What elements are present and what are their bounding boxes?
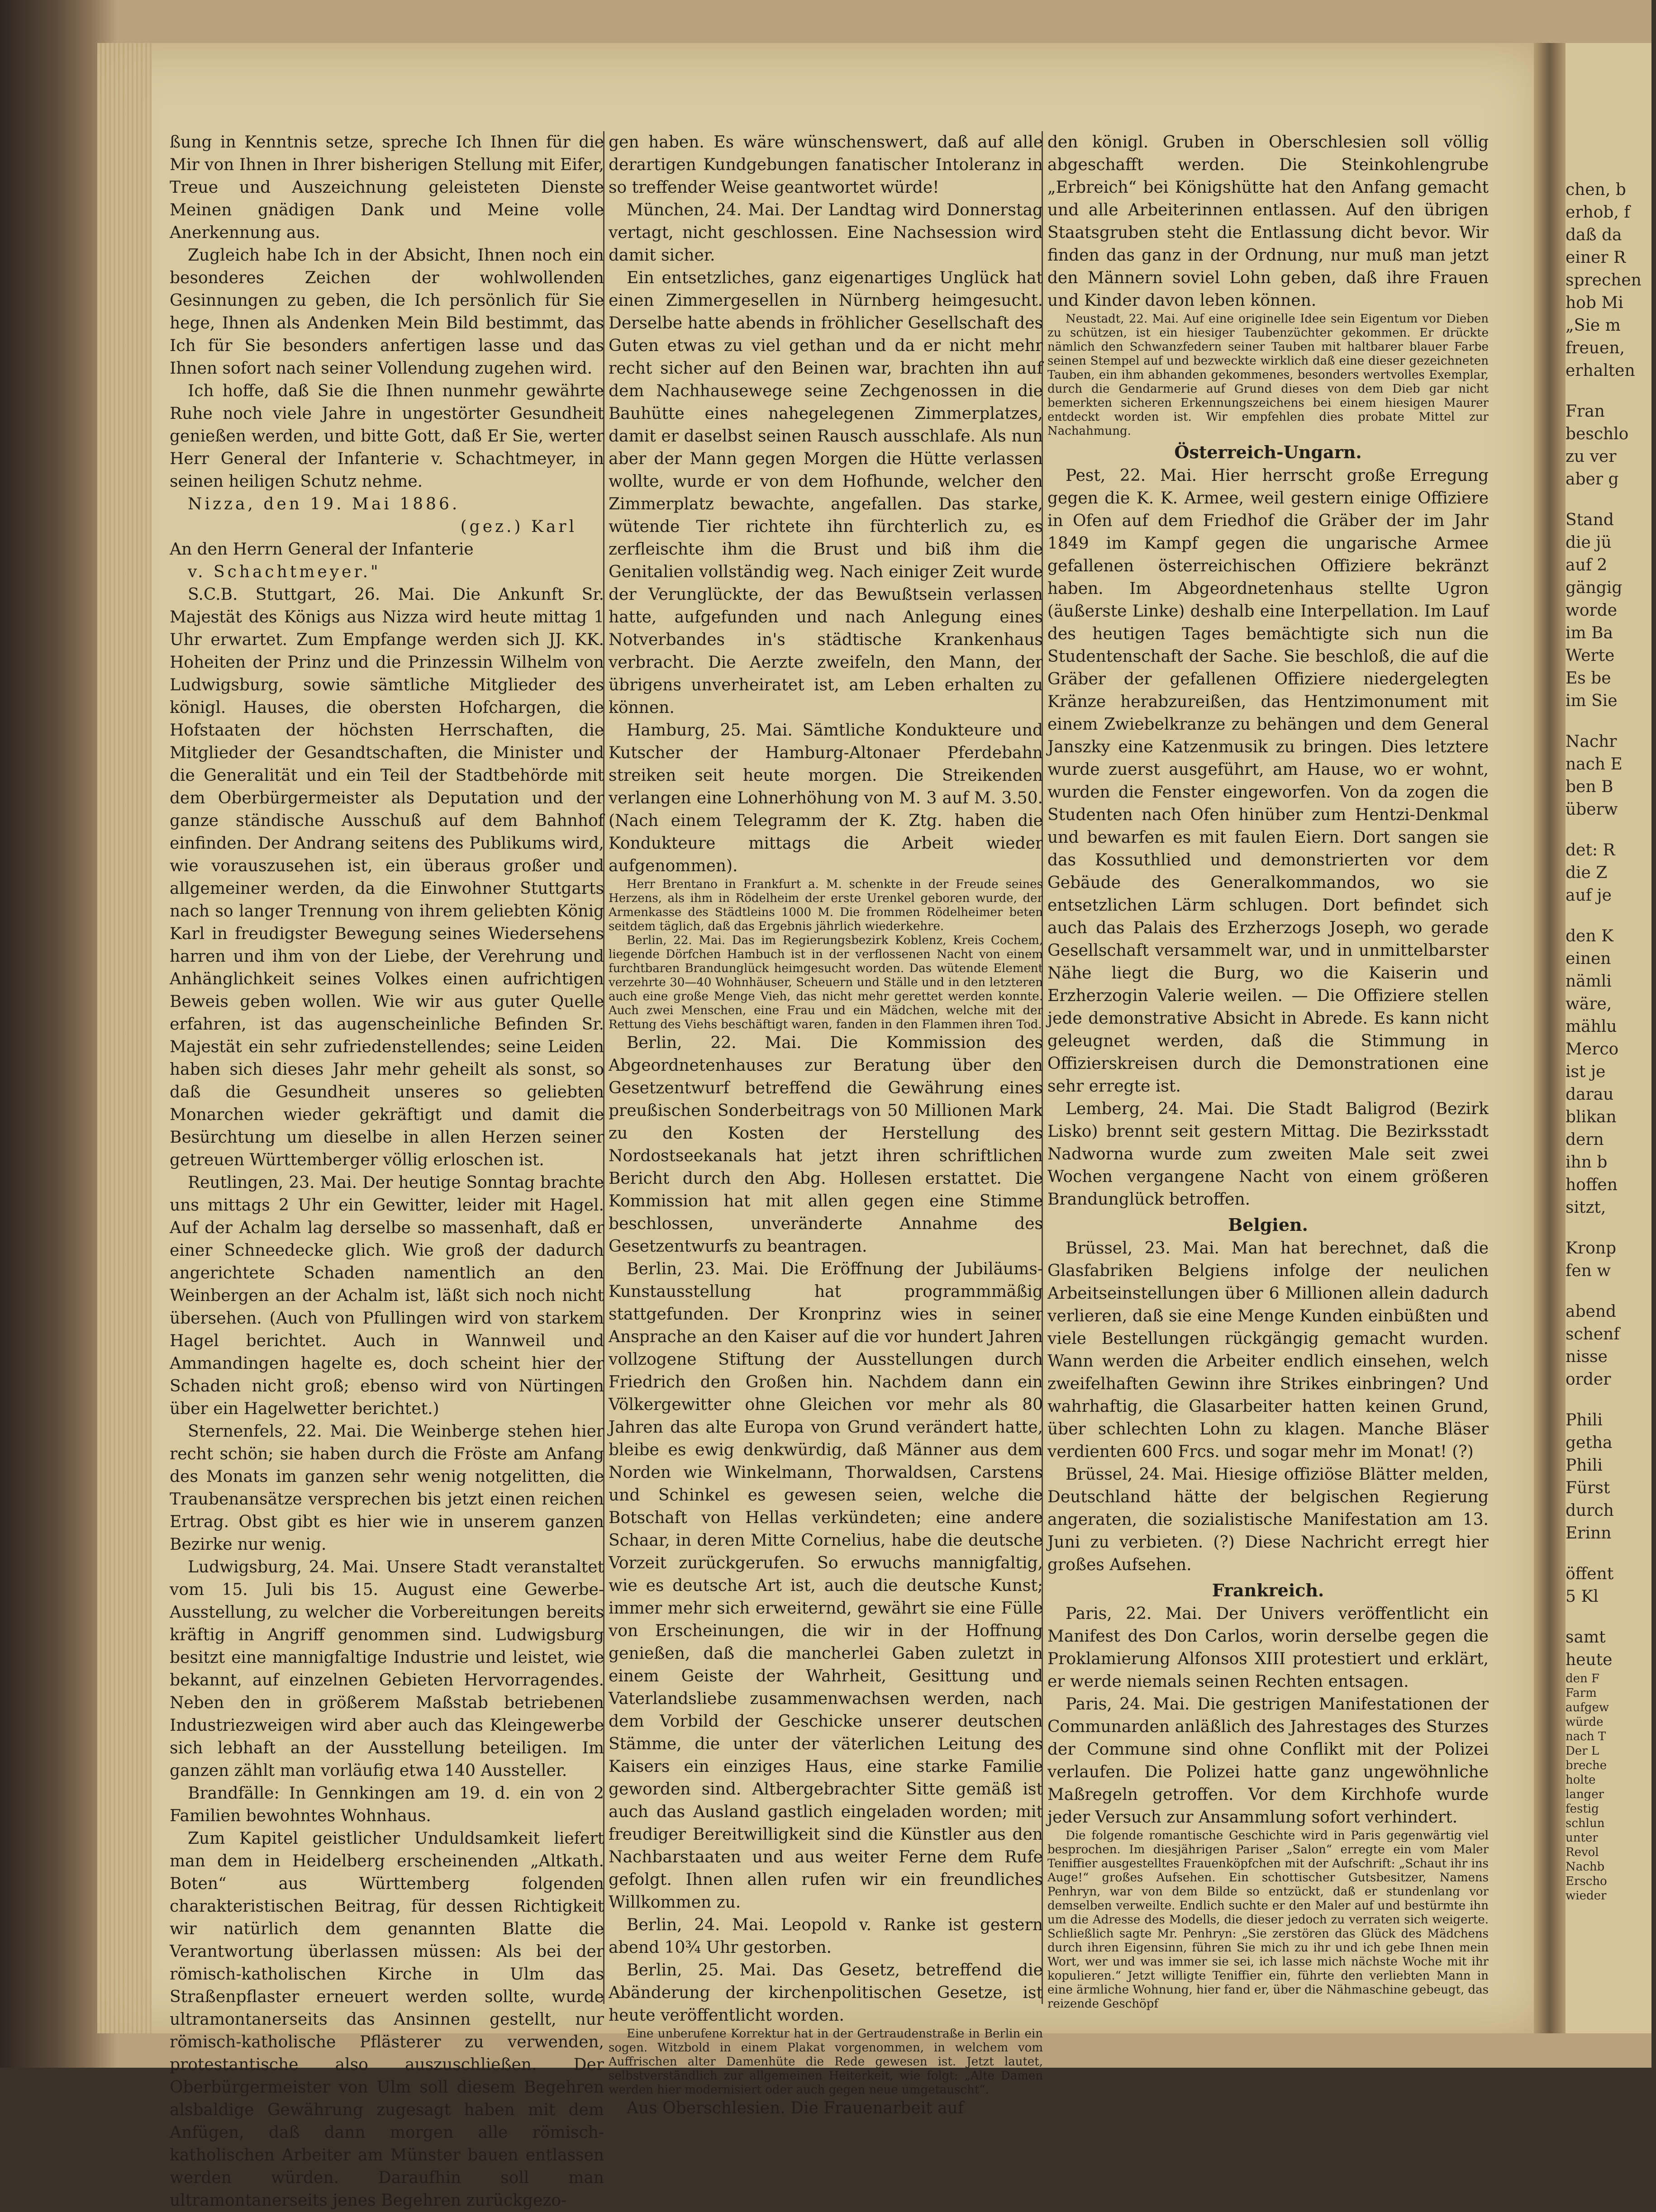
next-page-line: Fürst [1566, 1479, 1610, 1497]
next-page-line: einer R [1566, 248, 1626, 267]
next-page-line [1566, 1391, 1656, 1409]
next-page-line [1566, 821, 1656, 839]
article-ludwigsburg: Ludwigsburg, 24. Mai. Unsere Stadt veranstaltet vom 15. Juli bis 15. August eine Gewerbe-Ausstellung, zu welcher die Vorbereitungen bereits kräftig in Angriff genommen sind. Ludwigsburg besitzt eine mannigfaltige Industrie und leistet, wie bekannt, auf einzelnen Gebieten Hervorragendes. Neben den in größerem Maßstab betriebenen Industriezweigen wird aber auch das Kleingewerbe sich lebhaft an der Ausstellung beteiligen. Im ganzen zählt man vorläufig etwa 140 Aussteller. [170, 1558, 604, 1780]
next-page-line: aufgew [1566, 1701, 1609, 1714]
next-page-line: öffent [1566, 1565, 1614, 1583]
next-page-line: fen w [1566, 1262, 1611, 1280]
next-page-line: abend [1566, 1302, 1617, 1321]
next-page-line [1566, 1219, 1656, 1237]
next-page-line: Der L [1566, 1744, 1599, 1758]
article-paris-2: Paris, 24. Mai. Die gestrigen Manifestationen der Communarden anläßlich des Jahrestages des Sturzes der Commune sind ohne Conflikt mit der Polizei verlaufen. Die Polizei hatte ganz ungewöhnliche Maßregeln getroffen. Vor dem Kirchhofe wurde jeder Versuch zur Ansammlung sofort verhindert. [1047, 1695, 1489, 1827]
next-page-line: Farm [1566, 1686, 1597, 1700]
next-page-line: gängig [1566, 579, 1623, 597]
next-page-line: Nachb [1566, 1860, 1605, 1874]
next-page-line: ihn b [1566, 1153, 1608, 1172]
next-page-line: Phili [1566, 1411, 1603, 1429]
next-page-line: Revol [1566, 1846, 1599, 1859]
next-page-line: order [1566, 1370, 1611, 1389]
book-fold [1534, 43, 1566, 2033]
next-page-line: auf 2 [1566, 556, 1608, 574]
article-stuttgart: S.C.B. Stuttgart, 26. Mai. Die Ankunft Sr. Majestät des Königs aus Nizza wird heute mittag 1 Uhr erwartet. Zum Empfange werden sich JJ. KK. Hoheiten der Prinz und die Prinzessin Wilhelm von Ludwigsburg, sowie sämtliche Mitglieder des königl. Hauses, die obersten Hofchargen, die Hofstaaten der höchsten Herrschaften, die Mitglieder der Gesandtschaften, die Minister und die Generalität und ein Teil der Stadtbehörde mit dem Oberbürgermeister als Deputation und der ganze ständische Ausschuß auf dem Bahnhof einfinden. Der Andrang seitens des Publikums wird, wie vorauszusehen ist, ein überaus großer und allgemeiner werden, da die Einwohner Stuttgarts nach so langer Trennung von ihrem geliebten König Karl in freudigster Bewegung seines Wiedersehens harren und ihm von der Liebe, der Verehrung und Anhänglichkeit seines Volkes einen aufrichtigen Beweis geben wollen. Wie wir aus guter Quelle erfahren, ist das augenscheinliche Befinden Sr. Majestät ein sehr zufriedenstellendes; seine Leiden haben sich dieses Jahr mehr geheilt als sonst, so daß die Gesundheit unseres so geliebten Monarchen wieder gekräftigt und damit die Besürchtung um dieselbe in allen Herzen seiner getreuen Württemberger völlig erloschen ist. [170, 585, 604, 1169]
next-page-line: hob Mi [1566, 294, 1623, 312]
next-page-line: würde [1566, 1715, 1604, 1729]
article-brandfaelle: Brandfälle: In Gennkingen am 19. d. ein von 2 Familien bewohntes Wohnhaus. [170, 1784, 604, 1825]
next-page-line: freuen, [1566, 339, 1625, 357]
next-page-line: det: R [1566, 841, 1615, 859]
article-unglueck: Ein entsetzliches, ganz eigenartiges Unglück hat einen Zimmergesellen in Nürnberg heimgesucht. Derselbe hatte abends in fröhlicher Gesellschaft des Guten etwas zu viel gethan und da er nicht mehr recht sicher auf den Beinen war, brachten ihn auf dem Nachhausewege seine Zechgenossen in die Bauhütte eines nahegelegenen Zimmerplatzes, damit er daselbst seinen Rausch ausschlafe. Als nun aber der Mann gegen Morgen die Hütte verlassen wollte, wurde er von dem Hofhunde, welcher den Zimmerplatz bewachte, angefallen. Das starke, wütende Tier richtete ihn fürchterlich zu, es zerfleischte ihm die Brust und biß ihm die Genitalien vollständig weg. Nach einiger Zeit wurde der Verunglückte, der das Bewußtsein verlassen hatte, aufgefunden und nach Anlegung eines Notverbandes in's städtische Krankenhaus verbracht. Die Aerzte zweifeln, den Mann, der übrigens unverheiratet ist, am Leben erhalten zu können. [609, 269, 1043, 717]
article-pest: Pest, 22. Mai. Hier herrscht große Erregung gegen die K. K. Armee, weil gestern einige Offiziere in Ofen auf dem Friedhof die Gräber der im Jahr 1849 im Kampf gegen die ungarische Armee gefallenen österreichischen Offiziere bekränzt haben. Im Abgeordnetenhaus stellte Ugron (äußerste Linke) deshalb eine Interpellation. Im Lauf des heutigen Tages bemächtigte sich nun die Studentenschaft der Sache. Sie beschloß, die auf die Gräber der gefallenen Offiziere niedergelegten Kränze herabzureißen, das Hentzimonument mit einem Zwiebelkranze zu behängen und dem General Janszky eine Katzenmusik zu bringen. Dies letztere wurde zuerst ausgeführt, am Hause, wo er wohnt, wurden die Fenster eingeworfen. Von da zogen die Studenten nach Ofen hinüber zum Hentzi-Denkmal und bewarfen es mit faulen Eiern. Dort sangen sie das Kossuthlied und demonstrierten vor dem Gebäude des Generalkommandos, wo sie entsetzlichen Lärm schlugen. Dort befindet sich auch das Palais des Erzherzogs Joseph, wo gerade Gesellschaft versammelt war, und in unmittelbarster Nähe liegt die Burg, wo die Kaiserin und Erzherzogin Valerie weilen. — Die Offiziere stellen jede demonstrative Absicht in Abrede. Es kann nicht geleugnet werden, daß die Stimmung in Offizierskreisen durch die Demonstrationen eine sehr erregte ist. [1047, 466, 1489, 1096]
next-page-line: die jü [1566, 533, 1612, 552]
next-page-line: den F [1566, 1672, 1600, 1685]
next-page-line [1566, 491, 1656, 509]
next-page-line: daß da [1566, 226, 1622, 244]
article-bruessel-2: Brüssel, 24. Mai. Hiesige offiziöse Blätter melden, Deutschland hätte der belgischen Regierung angeraten, die sozialistische Manifestation am 13. Juni zu verbieten. (?) Diese Nachricht erregt hier großes Aufsehen. [1047, 1465, 1489, 1574]
next-page-line: im Sie [1566, 692, 1618, 710]
article-berlin-kommission: Berlin, 22. Mai. Die Kommission des Abgeordnetenhauses zur Beratung über den Gesetzentwurf betreffend die Gewährung eines preußischen Sonderbeitrags von 50 Millionen Mark zu den Kosten der Herstellung des Nordostseekanals hat jetzt ihren schriftlichen Bericht durch den Abg. Hollesen erstattet. Die Kommission hat mit allen gegen eine Stimme beschlossen, unveränderte Annahme des Gesetzentwurfs zu beantragen. [609, 1034, 1043, 1256]
next-page-line: nach E [1566, 755, 1623, 774]
article-berlin-gesetz: Berlin, 25. Mai. Das Gesetz, betreffend die Abänderung der kirchenpolitischen Gesetze, ist heute veröffentlicht worden. [609, 1961, 1043, 2025]
next-page-line [1566, 1608, 1656, 1626]
section-heading: Frankreich. [1212, 1580, 1324, 1600]
next-page-line: Kronp [1566, 1239, 1617, 1258]
next-page-line: heute [1566, 1651, 1613, 1669]
article-sternenfels: Sternenfels, 22. Mai. Die Weinberge stehen hier recht schön; sie haben durch die Fröste am Anfang des Monats im ganzen sehr wenig notgelitten, die Traubenansätze versprechen bis jetzt einen reichen Ertrag. Obst gibt es hier wie in unserem ganzen Bezirke nur wenig. [170, 1422, 604, 1554]
next-page-line: worde [1566, 601, 1618, 620]
next-page-line [1566, 1545, 1656, 1563]
next-page-line [1566, 1282, 1656, 1301]
next-page-line: nach T [1566, 1730, 1606, 1743]
article-text: Zugleich habe Ich in der Absicht, Ihnen noch ein besonderes Zeichen der wohlwollenden Gesinnungen zu geben, die Ich persönlich für Sie hege, Ihnen als Andenken Mein Bild bestimmt, das Ich für Sie besonders anfertigen lasse und das Ihnen sofort nach seiner Vollendung zugehen wird. [170, 246, 604, 378]
article-berlin-brand: Berlin, 22. Mai. Das im Regierungsbezirk Koblenz, Kreis Cochem, liegende Dörfchen Hambuch ist in der verflossenen Nacht von einem furchtbaren Brandunglück heimgesucht worden. Das wütende Element verzehrte 30—40 Wohnhäuser, Scheuern und Ställe und in den letzteren auch eine große Menge Vieh, das nicht mehr gerettet werden konnte. Auch zwei Menschen, eine Frau und ein Mädchen, welche mit der Rettung des Viehs beschäftigt waren, fanden in den Flammen ihren Tod. [609, 934, 1043, 1031]
next-page-line [1566, 382, 1656, 400]
next-page-line: schenf [1566, 1325, 1620, 1343]
article-paris-1: Paris, 22. Mai. Der Univers veröffentlicht ein Manifest des Don Carlos, worin derselbe gegen die Proklamierung Alfonsos XIII protestiert und erklärt, er werde niemals seinen Rechten entsagen. [1047, 1604, 1489, 1691]
next-page-line: schlun [1566, 1817, 1605, 1830]
article-oberschlesien: Aus Oberschlesien. Die Frauenarbeit auf [627, 2099, 964, 2117]
next-page-line: auf je [1566, 886, 1612, 905]
next-page-fragment [1566, 43, 1651, 2033]
next-page-line: holte [1566, 1773, 1596, 1787]
next-page-line: Es be [1566, 669, 1611, 688]
next-page-line: darau [1566, 1085, 1614, 1104]
next-page-line: wäre, [1566, 995, 1612, 1013]
article-kapitel: Zum Kapitel geistlicher Unduldsamkeit liefert man dem in Heidelberg erscheinenden „Altkath. Boten“ aus Württemberg folgenden charakteristischen Beitrag, für dessen Richtigkeit wir natürlich dem genannten Blatte die Verantwortung überlassen müssen: Als bei der römisch-katholischen Kirche in Ulm das Straßenpflaster erneuert werden sollte, wurde ultramontanerseits das Ansinnen gestellt, nur römisch-katholische Pflästerer zu verwenden, protestantische also auszuschließen. Der Oberbürgermeister von Ulm soll diesem Begehren alsbaldige Gewährung zugesagt haben mit dem Anfügen, daß dann morgen alle römisch-katholischen Arbeiter am Münster bauen entlassen werden würden. Daraufhin soll man ultramontanerseits jenes Begehren zurückgezo- [170, 1829, 604, 2210]
next-page-line: sitzt, [1566, 1198, 1606, 1217]
next-page-line: Merco [1566, 1040, 1619, 1059]
article-text: gen haben. Es wäre wünschenswert, daß auf alle derartigen Kundgebungen fanatischer Intoleranz in so treffender Weise geantwortet würde! [609, 133, 1043, 197]
next-page-line: aber g [1566, 470, 1619, 489]
address-line: An den Herrn General der Infanterie [170, 540, 474, 559]
next-page-line: blikan [1566, 1108, 1617, 1126]
article-berlin-kunstausstellung: Berlin, 23. Mai. Die Eröffnung der Jubiläums-Kunstausstellung hat programmmäßig stattgefunden. Der Kronprinz wies in seiner Ansprache an den Kaiser auf die vor hundert Jahren vollzogene Stiftung der Ausstellungen durch Friedrich den Großen hin. Nachdem dann ein Völkergewitter ohne Gleichen vor mehr als 80 Jahren das alte Europa von Grund verändert hatte, bleibe es ewig denkwürdig, daß Männer aus dem Norden wie Winkelmann, Thorwaldsen, Carstens und Schinkel es gewesen seien, welche die Botschaft von Hellas verkündeten; eine andere Schaar, in deren Mitte Cornelius, habe die deutsche Vorzeit zurückgerufen. So erwuchs mannigfaltig, wie es deutsche Art ist, auch die deutsche Kunst; immer mehr sich erweiternd, gewährt sie eine Fülle von Erscheinungen, die wir in der Hoffnung genießen, daß die mancherlei Gaben zuletzt in einem Geiste der Wahrheit, Gesittung und Vaterlandsliebe zusammenwachsen werden, nach dem Vorbild der Geschicke unserer deutschen Stämme, die unter der väterlichen Leitung des Kaisers ein einziges Haus, eine starke Familie geworden sind. Altbergebrachter Sitte gemäß ist auch das Ausland gastlich eingeladen worden; mit freudiger Bereitwilligkeit sind die Künstler aus den Nachbarstaaten und aus weiter Ferne dem Rufe gefolgt. Ihnen allen rufen wir ein freundliches Willkommen zu. [609, 1260, 1043, 1912]
article-korrektur: Eine unberufene Korrektur hat in der Gertraudenstraße in Berlin ein sogen. Witzbold in einem Plakat vorgenommen, in welchem vom Auffrischen alter Damenhüte die Rede gewesen ist. Jetzt lautet, selbstverständlich zur allgemeinen Heiterkeit, wie folgt: „Alte Damen werden hier modernisiert oder auch gegen neue umgetauscht“. [609, 2027, 1043, 2097]
section-heading: Österreich-Ungarn. [1174, 442, 1362, 462]
next-page-line: 5 Kl [1566, 1587, 1599, 1606]
address-line: v. Schachtmeyer." [188, 563, 381, 581]
section-heading: Belgien. [1228, 1215, 1308, 1235]
next-page-line: unter [1566, 1831, 1598, 1845]
next-page-line: beschlo [1566, 425, 1629, 443]
next-page-line: Stand [1566, 511, 1614, 529]
article-neustadt: Neustadt, 22. Mai. Auf eine originelle Idee sein Eigentum vor Dieben zu schützen, ist ein hiesiger Taubenzüchter gekommen. Er drückte nämlich den Schwanzfedern seiner Tauben mit haltbarer blauer Farbe seinen Stempel auf und bezweckte wirklich daß eine dieser gezeichneten Tauben, ein ihm abhanden gekommenes, besonders wertvolles Exemplar, durch die Gendarmerie auf Grund dieses von dem Dieb gar nicht bemerkten sicheren Erkennungszeichens bei einem hiesigen Maurer entdeckt worden ist. Wir empfehlen dies probate Mittel zur Nachahmung. [1047, 312, 1489, 438]
next-page-line: zu ver [1566, 447, 1617, 466]
next-page-line: ist je [1566, 1063, 1606, 1081]
next-page-line: überw [1566, 800, 1618, 819]
dateline: Nizza, den 19. Mai 1886. [188, 495, 460, 513]
next-page-line: dern [1566, 1130, 1604, 1149]
next-page-line: festig [1566, 1802, 1599, 1816]
next-page-line: „Sie m [1566, 316, 1621, 335]
column-2 [609, 131, 1043, 2117]
next-page-line: samt [1566, 1628, 1606, 1647]
next-page-line: Phili [1566, 1456, 1603, 1475]
next-page-line: chen, b [1566, 180, 1626, 199]
next-page-line [1566, 712, 1656, 731]
article-bruessel-1: Brüssel, 23. Mai. Man hat berechnet, daß die Glasfabriken Belgiens infolge der neulichen Arbeitseinstellungen über 6 Millionen allein dadurch verlieren, daß sie eine Menge Kunden einbüßten und viele Bestellungen rückgängig gemacht wurden. Wann werden die Arbeiter endlich einsehen, welch zweifelhaften Gewinn ihre Strikes einbringen? Und wahrhaftig, die Glasarbeiter hatten keinen Grund, über schlechten Lohn zu klagen. Manche Bläser verdienten 600 Frcs. und sogar mehr im Monat! (?) [1047, 1239, 1489, 1461]
article-text: den königl. Gruben in Oberschlesien soll völlig abgeschafft werden. Die Steinkohlengrube „Erbreich“ bei Königshütte hat den Anfang gemacht und alle Arbeiterinnen entlassen. Auf den übrigen Staatsgruben steht die Entlassung dicht bevor. Wir finden das ganz in der Ordnung, nur muß man jetzt den Männern soviel Lohn geben, daß ihre Frauen und Kinder davon leben können. [1047, 133, 1489, 310]
next-page-line: langer [1566, 1788, 1604, 1801]
next-page-line [1566, 907, 1656, 925]
next-page-line: wieder [1566, 1889, 1607, 1903]
next-page-line: erhalten [1566, 361, 1635, 380]
article-berlin-ranke: Berlin, 24. Mai. Leopold v. Ranke ist gestern abend 10¾ Uhr gestorben. [609, 1916, 1043, 1957]
next-page-line: nämli [1566, 972, 1612, 991]
next-page-line: sprechen [1566, 271, 1642, 290]
article-reutlingen: Reutlingen, 23. Mai. Der heutige Sonntag brachte uns mittags 2 Uhr ein Gewitter, leider mit Hagel. Auf der Achalm lag derselbe so massenhaft, daß er einer Schneedecke glich. Wie groß der dadurch angerichtete Schaden namentlich an den Weinbergen an der Achalm ist, läßt sich noch nicht übersehen. (Auch von Pfullingen wird von starkem Hagel berichtet. Auch in Wannweil und Ammandingen hagelte es, doch scheint hier der Schaden nicht groß; ebenso wird von Nürtingen über ein Hagelwetter berichtet.) [170, 1173, 604, 1418]
article-lemberg: Lemberg, 24. Mai. Die Stadt Baligrod (Bezirk Lisko) brennt seit gestern Mittag. Die Bezirksstadt Nadworna wurde zum zweiten Male seit zwei Wochen vergangene Nacht von einem größeren Brandunglück betroffen. [1047, 1100, 1489, 1209]
next-page-line: durch [1566, 1501, 1614, 1520]
article-muenchen: München, 24. Mai. Der Landtag wird Donnerstag vertagt, nicht geschlossen. Eine Nachsession wird damit sicher. [609, 201, 1043, 265]
next-page-line: den K [1566, 927, 1613, 945]
next-page-line: ben B [1566, 778, 1613, 796]
next-page-line: mählu [1566, 1017, 1617, 1036]
next-page-line: im Ba [1566, 624, 1613, 642]
next-page-line: breche [1566, 1759, 1607, 1772]
next-page-line: Fran [1566, 402, 1605, 421]
next-page-line: einen [1566, 949, 1611, 968]
column-3 [1047, 131, 1489, 2011]
next-page-line: Erinn [1566, 1524, 1612, 1543]
next-page-line: getha [1566, 1434, 1613, 1452]
next-page-line: die Z [1566, 864, 1608, 882]
next-page-line: Werte [1566, 646, 1615, 665]
column-1 [170, 131, 604, 2210]
next-page-line: hoffen [1566, 1176, 1618, 1194]
article-text: Ich hoffe, daß Sie die Ihnen nunmehr gewährte Ruhe noch viele Jahre in ungestörter Gesundheit genießen werden, und bitte Gott, daß Er Sie, werter Herr General der Infanterie v. Schachtmeyer, in seinen heiligen Schutz nehme. [170, 382, 604, 491]
next-page-line: nisse [1566, 1348, 1608, 1366]
next-page-line: Nachr [1566, 732, 1617, 751]
signature: (gez.) Karl [460, 517, 577, 536]
article-romantische-geschichte: Die folgende romantische Geschichte wird in Paris gegenwärtig viel besprochen. Im diesjährigen Pariser „Salon“ erregte ein vom Maler Teniffier ausgestelltes Frauenköpfchen mit der Aufschrift: „Schaut ihr ins Auge!“ großes Aufsehen. Ein schottischer Gutsbesitzer, Namens Penhryn, war von dem Bilde so entzückt, daß er stundenlang vor demselben verweilte. Endlich suchte er den Maler auf und bestürmte ihn um die Adresse des Modells, die dieser jedoch zu verraten sich weigerte. Schließlich sagte Mr. Penhryn: „Sie zerstören das Glück des Mädchens durch ihren Eigensinn, führen Sie mich zu ihr und ich gebe Ihnen mein Wort, wer und was immer sie sei, ich lasse mich nächste Woche mit ihr kopulieren.“ Jetzt willigte Teniffier ein, führte den verliebten Mann in eine ärmliche Wohnung, hier fand er, über die Nähmaschine gebeugt, das reizende Geschöpf [1047, 1829, 1489, 2011]
article-hamburg: Hamburg, 25. Mai. Sämtliche Kondukteure und Kutscher der Hamburg-Altonaer Pferdebahn streiken seit heute morgen. Die Streikenden verlangen eine Lohnerhöhung von M. 3 auf M. 3.50. (Nach einem Telegramm der K. Ztg. haben die Kondukteure mittags die Arbeit wieder aufgenommen). [609, 721, 1043, 875]
article-text: ßung in Kenntnis setze, spreche Ich Ihnen für die Mir von Ihnen in Ihrer bisherigen Stellung mit Eifer, Treue und Auszeichnung geleisteten Dienste Meinen gnädigen Dank und Meine volle Anerkennung aus. [170, 133, 604, 242]
next-page-line: erhob, f [1566, 203, 1630, 222]
next-page-line: Erscho [1566, 1875, 1607, 1888]
article-brentano: Herr Brentano in Frankfurt a. M. schenkte in der Freude seines Herzens, als ihm in Rödelheim der erste Urenkel geboren wurde, der Armenkasse des Städtleins 1000 M. Die frommen Rödelheimer beten seitdem täglich, daß das Ergebnis jährlich wiederkehre. [609, 878, 1043, 933]
page-edge [97, 43, 152, 2033]
